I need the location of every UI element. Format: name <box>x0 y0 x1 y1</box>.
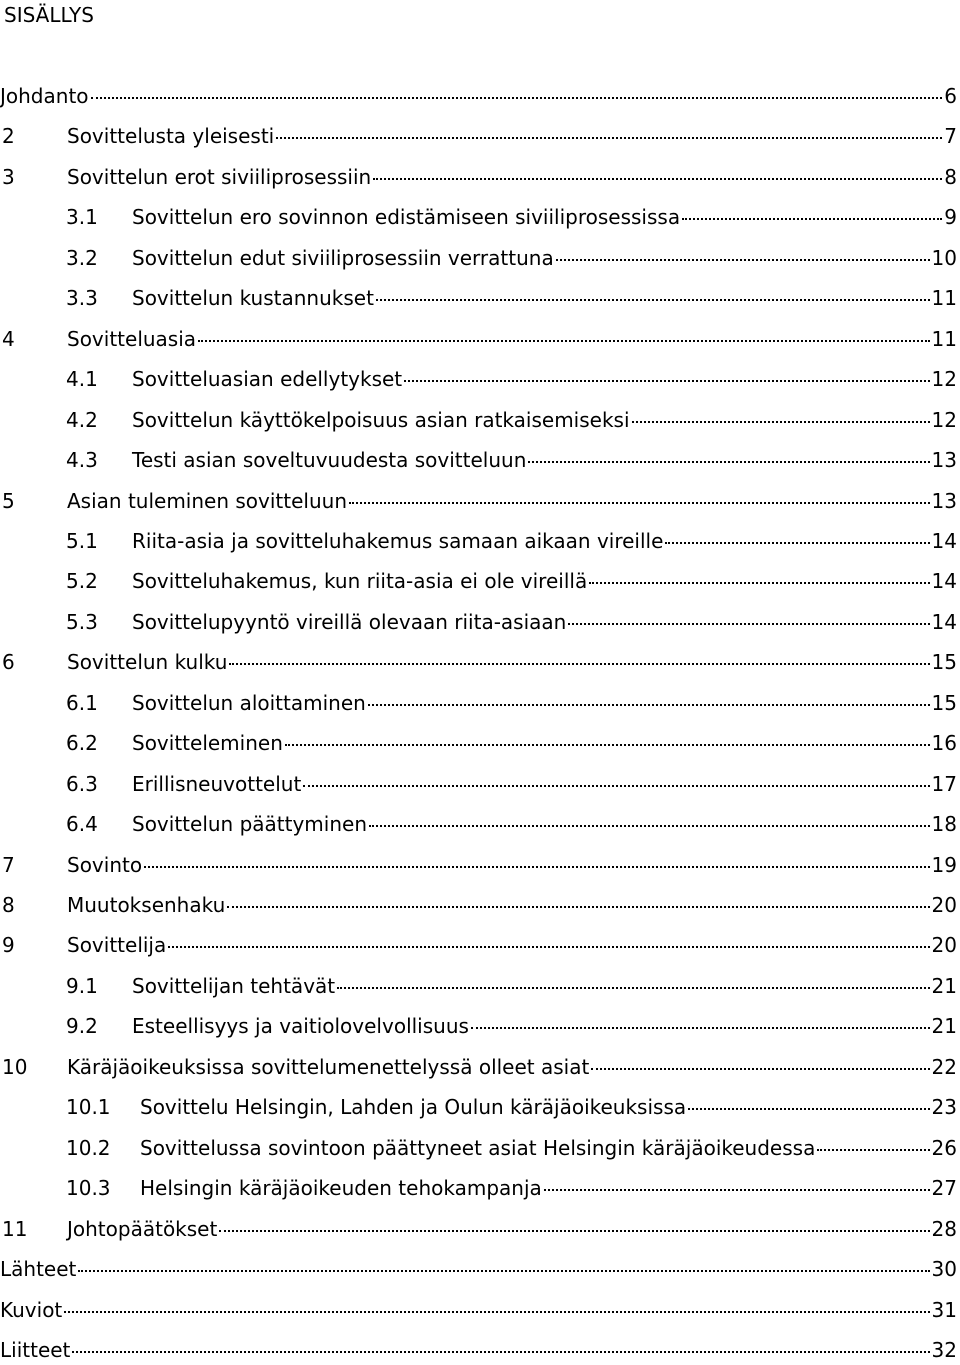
toc-entry-number: 6.4 <box>66 812 98 836</box>
toc-entry-number: 6.1 <box>66 691 98 715</box>
toc-dot-leader <box>349 502 930 504</box>
toc-entry-number: 10.2 <box>66 1136 111 1160</box>
toc-dot-leader <box>404 380 929 382</box>
toc-dot-leader <box>64 1311 929 1313</box>
toc-dot-leader <box>276 137 942 139</box>
toc-entry-number: 9 <box>2 933 15 957</box>
toc-entry-label: Johdanto <box>0 84 89 108</box>
toc-entry[interactable] <box>0 809 957 839</box>
toc-entry[interactable] <box>0 769 957 799</box>
toc-entry-number: 3 <box>2 165 15 189</box>
toc-entry[interactable] <box>0 1295 957 1325</box>
toc-entry-page-number: 9 <box>944 205 957 229</box>
toc-dot-leader <box>682 218 942 220</box>
toc-entry-label: Sovittelun päättyminen <box>132 812 367 836</box>
toc-entry-page-number: 8 <box>944 165 957 189</box>
toc-entry[interactable] <box>0 890 957 920</box>
toc-entry-page-number: 17 <box>931 772 957 796</box>
toc-entry-page-number: 27 <box>931 1176 957 1200</box>
toc-entry-number: 5.1 <box>66 529 98 553</box>
toc-entry-page-number: 19 <box>931 853 957 877</box>
toc-dot-leader <box>72 1351 929 1353</box>
toc-entry-number: 4.2 <box>66 408 98 432</box>
toc-entry-page-number: 20 <box>931 933 957 957</box>
page-title: SISÄLLYS <box>4 3 94 27</box>
toc-entry-label: Lähteet <box>0 1257 77 1281</box>
toc-entry-label: Johtopäätökset <box>67 1217 218 1241</box>
toc-dot-leader <box>665 542 929 544</box>
toc-dot-leader <box>337 987 929 989</box>
toc-entry-number: 6 <box>2 650 15 674</box>
toc-entry-page-number: 15 <box>931 691 957 715</box>
toc-entry-number: 4 <box>2 327 15 351</box>
toc-entry-page-number: 12 <box>931 367 957 391</box>
toc-entry-page-number: 11 <box>931 286 957 310</box>
toc-entry-page-number: 7 <box>944 124 957 148</box>
toc-entry-label: Sovittelun edut siviiliprosessiin verrattuna <box>132 246 554 270</box>
toc-dot-leader <box>285 744 930 746</box>
toc-entry-label: Sovitteleminen <box>132 731 283 755</box>
toc-entry-number: 7 <box>2 853 15 877</box>
toc-entry-page-number: 14 <box>931 610 957 634</box>
toc-entry[interactable] <box>0 1011 957 1041</box>
toc-entry[interactable] <box>0 971 957 1001</box>
toc-entry[interactable] <box>0 324 957 354</box>
toc-entry[interactable] <box>0 405 957 435</box>
toc-entry-label: Muutoksenhaku <box>67 893 226 917</box>
toc-entry[interactable] <box>0 566 957 596</box>
toc-entry[interactable] <box>0 121 957 151</box>
toc-dot-leader <box>817 1149 929 1151</box>
toc-entry-number: 11 <box>2 1217 28 1241</box>
toc-entry-page-number: 31 <box>931 1298 957 1322</box>
toc-entry-label: Riita-asia ja sovitteluhakemus samaan aikaan vireille <box>132 529 664 553</box>
toc-dot-leader <box>219 1230 929 1232</box>
toc-entry[interactable] <box>0 688 957 718</box>
toc-entry[interactable] <box>0 364 957 394</box>
toc-entry-label: Sovitteluasian edellytykset <box>132 367 403 391</box>
toc-entry-label: Kuviot <box>0 1298 63 1322</box>
toc-entry[interactable] <box>0 607 957 637</box>
toc-dot-leader <box>303 785 929 787</box>
toc-dot-leader <box>568 623 929 625</box>
toc-entry-page-number: 20 <box>931 893 957 917</box>
toc-entry-label: Sovittelijan tehtävät <box>132 974 336 998</box>
toc-entry-page-number: 26 <box>931 1136 957 1160</box>
toc-entry[interactable] <box>0 243 957 273</box>
toc-entry[interactable] <box>0 1214 957 1244</box>
toc-entry-label: Sovittelun aloittaminen <box>132 691 366 715</box>
toc-entry-label: Asian tuleminen sovitteluun <box>67 489 347 513</box>
toc-entry-label: Liitteet <box>0 1338 71 1362</box>
toc-entry-number: 9.2 <box>66 1014 98 1038</box>
toc-entry[interactable] <box>0 486 957 516</box>
toc-entry[interactable] <box>0 1254 957 1284</box>
toc-entry-number: 2 <box>2 124 15 148</box>
toc-entry-label: Sovittelupyyntö vireillä olevaan riita-asiaan <box>132 610 567 634</box>
toc-entry-number: 10.1 <box>66 1095 111 1119</box>
toc-entry-label: Helsingin käräjäoikeuden tehokampanja <box>140 1176 542 1200</box>
toc-dot-leader <box>198 340 930 342</box>
toc-dot-leader <box>91 97 943 99</box>
toc-dot-leader <box>373 178 942 180</box>
toc-entry-number: 3.3 <box>66 286 98 310</box>
toc-dot-leader <box>589 582 929 584</box>
toc-entry-label: Sovittelun käyttökelpoisuus asian ratkaisemiseksi <box>132 408 630 432</box>
toc-dot-leader <box>227 906 929 908</box>
toc-entry[interactable] <box>0 526 957 556</box>
toc-entry-number: 3.1 <box>66 205 98 229</box>
toc-entry-page-number: 14 <box>931 569 957 593</box>
toc-entry-page-number: 28 <box>931 1217 957 1241</box>
toc-dot-leader <box>376 299 930 301</box>
toc-entry-label: Sovitteluasia <box>67 327 197 351</box>
toc-entry-number: 5.2 <box>66 569 98 593</box>
toc-entry-number: 4.1 <box>66 367 98 391</box>
toc-dot-leader <box>144 866 929 868</box>
toc-entry-number: 8 <box>2 893 15 917</box>
toc-entry-label: Sovittelun kustannukset <box>132 286 374 310</box>
toc-entry-page-number: 11 <box>931 327 957 351</box>
toc-entry-page-number: 13 <box>931 489 957 513</box>
toc-entry-page-number: 10 <box>931 246 957 270</box>
toc-entry-page-number: 22 <box>931 1055 957 1079</box>
toc-dot-leader <box>229 663 929 665</box>
toc-entry-page-number: 23 <box>931 1095 957 1119</box>
toc-entry[interactable] <box>0 850 957 880</box>
toc-entry[interactable] <box>0 1133 957 1163</box>
toc-entry-label: Sovittelun ero sovinnon edistämiseen siviiliprosessissa <box>132 205 681 229</box>
toc-entry[interactable] <box>0 647 957 677</box>
toc-entry[interactable] <box>0 283 957 313</box>
toc-dot-leader <box>544 1189 930 1191</box>
toc-dot-leader <box>556 259 930 261</box>
toc-entry-label: Testi asian soveltuvuudesta sovitteluun <box>132 448 527 472</box>
toc-entry[interactable] <box>0 81 957 111</box>
toc-dot-leader <box>369 825 930 827</box>
toc-entry-number: 5.3 <box>66 610 98 634</box>
toc-entry-label: Sovinto <box>67 853 143 877</box>
toc-dot-leader <box>688 1108 929 1110</box>
toc-entry-number: 10.3 <box>66 1176 111 1200</box>
toc-entry-number: 6.3 <box>66 772 98 796</box>
toc-entry-page-number: 14 <box>931 529 957 553</box>
toc-dot-leader <box>632 421 930 423</box>
toc-entry-label: Erillisneuvottelut <box>132 772 302 796</box>
toc-entry-page-number: 13 <box>931 448 957 472</box>
toc-entry-page-number: 15 <box>931 650 957 674</box>
toc-entry-number: 10 <box>2 1055 28 1079</box>
toc-entry-label: Käräjäoikeuksissa sovittelumenettelyssä olleet asiat <box>67 1055 590 1079</box>
toc-entry-page-number: 21 <box>931 974 957 998</box>
toc-dot-leader <box>168 946 929 948</box>
toc-dot-leader <box>591 1068 929 1070</box>
toc-entry-page-number: 16 <box>931 731 957 755</box>
toc-entry-page-number: 12 <box>931 408 957 432</box>
toc-entry-label: Sovittelun erot siviiliprosessiin <box>67 165 372 189</box>
toc-entry[interactable] <box>0 1173 957 1203</box>
toc-entry-page-number: 18 <box>931 812 957 836</box>
toc-entry-page-number: 30 <box>931 1257 957 1281</box>
toc-entry[interactable] <box>0 1092 957 1122</box>
toc-dot-leader <box>368 704 930 706</box>
toc-entry[interactable] <box>0 445 957 475</box>
toc-entry-number: 3.2 <box>66 246 98 270</box>
toc-entry-label: Sovitteluhakemus, kun riita-asia ei ole vireillä <box>132 569 588 593</box>
toc-entry-label: Sovittelun kulku <box>67 650 228 674</box>
toc-entry-number: 5 <box>2 489 15 513</box>
toc-entry-label: Sovittelusta yleisesti <box>67 124 275 148</box>
toc-dot-leader <box>78 1270 929 1272</box>
toc-entry-page-number: 6 <box>944 84 957 108</box>
toc-dot-leader <box>471 1027 930 1029</box>
toc-entry-label: Sovittelu Helsingin, Lahden ja Oulun käräjäoikeuksissa <box>140 1095 687 1119</box>
toc-entry-number: 6.2 <box>66 731 98 755</box>
toc-entry-label: Sovittelussa sovintoon päättyneet asiat Helsingin käräjäoikeudessa <box>140 1136 816 1160</box>
toc-entry[interactable] <box>0 1335 957 1365</box>
toc-entry-page-number: 21 <box>931 1014 957 1038</box>
toc-entry-number: 4.3 <box>66 448 98 472</box>
toc-entry[interactable] <box>0 728 957 758</box>
toc-entry[interactable] <box>0 202 957 232</box>
toc-entry[interactable] <box>0 162 957 192</box>
toc-entry-number: 9.1 <box>66 974 98 998</box>
toc-entry-label: Sovittelija <box>67 933 167 957</box>
toc-entry[interactable] <box>0 1052 957 1082</box>
toc-entry[interactable] <box>0 930 957 960</box>
toc-entry-page-number: 32 <box>931 1338 957 1362</box>
toc-dot-leader <box>528 461 929 463</box>
toc-entry-label: Esteellisyys ja vaitiolovelvollisuus <box>132 1014 469 1038</box>
